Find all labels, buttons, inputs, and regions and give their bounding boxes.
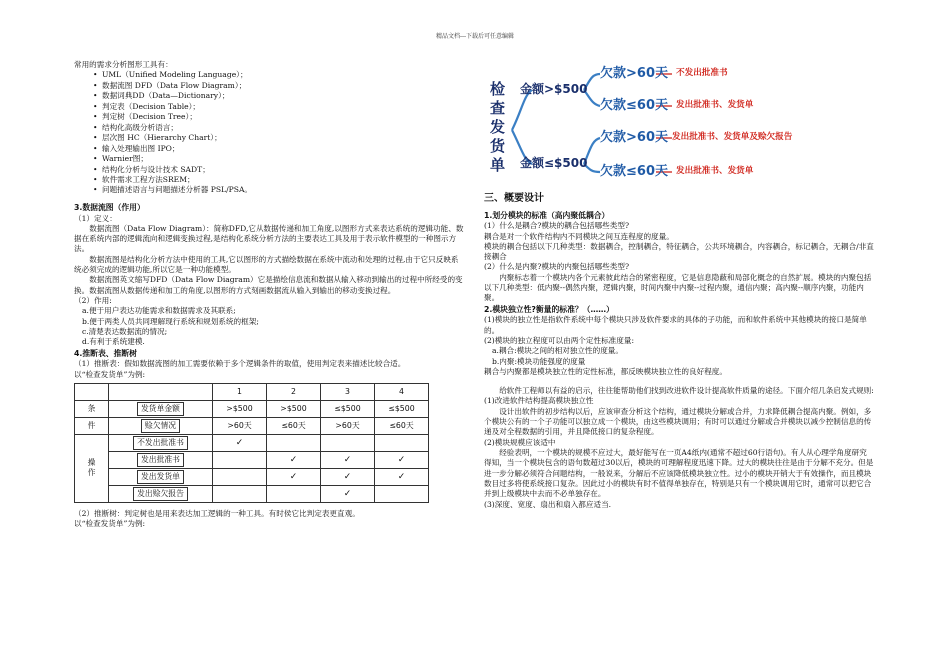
column-header: 2 [267, 383, 321, 400]
left-column [74, 60, 466, 529]
table-cell: ✓ [321, 451, 375, 468]
list-item: • UML（Unified Modeling Language）； [93, 70, 466, 80]
op-label: 作 [75, 468, 109, 502]
paragraph: 模块的耦合包括以下几种类型：数据耦合，控制耦合，特征耦合，公共环境耦合，内容耦合，标记耦合，无耦合/非直接耦合 [484, 241, 874, 262]
paragraph: (1)改进软件结构提高模块独立性 [484, 396, 594, 406]
root-char: 发 [490, 118, 506, 136]
op-label: 操 [75, 434, 109, 468]
condition-name: 发货单金额 [137, 402, 184, 416]
paragraph: 经验表明，一个模块的规模不应过大，最好能写在一页A4纸内(通常不超过60行语句)。有人从心理学角度研究得知，当一个模块包含的语句数超过30以后，模块的可理解程度迅速下降。过大的模块往往是由于分解不充分。但是进一步分解必须符合问题结构，一般说来，分解后不应该降低模块独立性。过小的模块开销大于有效操作，而且模块数目过多将使系统接口复杂。因此过小的模块有时不值得单独存在，特别是只有一个模块调用它时，通常可以把它合并到上级模块中去而不必单独存在。 [484, 448, 874, 499]
section-heading: 3.数据流图（作用） [74, 202, 145, 212]
table-cell [375, 434, 429, 451]
owe-le-node: 欠款≤60天 [600, 164, 668, 179]
paragraph: (2)模块的独立程度可以由两个定性标准度量: [484, 335, 635, 345]
paragraph: 耦合是对一个软件结构内不同模块之间互连程度的度量。 [484, 231, 674, 241]
paragraph: (2)模块规模应该适中 [484, 437, 556, 447]
list-item: a.便于用户表达功能需求和数据需求及其联系; [82, 306, 236, 316]
amount-low-node: 金额≤$500 [520, 156, 588, 170]
table-cell: ✓ [267, 451, 321, 468]
paragraph: 以“检查发货单”为例: [74, 519, 146, 529]
table-cell [375, 485, 429, 502]
table-cell: >60天 [321, 417, 375, 434]
table-cell: >$500 [213, 400, 267, 417]
section-heading: 1.划分模块的标准（高内聚低耦合） [484, 210, 610, 220]
section-title: 三、概要设计 [484, 193, 544, 204]
tools-list [74, 70, 466, 196]
condition-name: 赊欠情况 [141, 419, 180, 433]
paragraph: (3)深度、宽度、扇出和扇入都应适当. [484, 499, 612, 509]
action-name: 发出批准书 [137, 453, 184, 467]
list-item: a.耦合:模块之间的相对独立性的度量。 [492, 346, 623, 356]
paragraph: （2）推断树：判定树也是用来表达加工逻辑的一种工具。有时侯它比判定表更直观。 [74, 508, 360, 518]
list-item: d.有利于系统建模. [82, 337, 145, 347]
owe-gt-node: 欠款>60天 [600, 130, 668, 145]
table-cell: >60天 [213, 417, 267, 434]
table-cell [321, 434, 375, 451]
table-cell: ≤60天 [375, 417, 429, 434]
action-node: 发出批准书、发货单及赊欠报告 [672, 132, 793, 142]
action-node: 不发出批准书 [676, 68, 728, 78]
table-cell: ✓ [321, 485, 375, 502]
column-header: 1 [213, 383, 267, 400]
list-item: • 判定树（Decision Tree）； [93, 112, 466, 122]
cond-label: 件 [75, 417, 109, 434]
table-cell: >$500 [267, 400, 321, 417]
list-item: • 层次图 HC（Hierarchy Chart）； [93, 133, 466, 143]
page-header: 精品文档---下载后可任意编辑 [435, 33, 515, 40]
tools-intro: 常用的需求分析图形工具有： [74, 60, 173, 69]
amount-high-node: 金额>$500 [520, 82, 588, 96]
paragraph: 数据流图（Data Flow Diagram）：简称DFD,它从数据传递和加工角度,以图形方式来表达系统的逻辑功能、数据在系统内部的逻辑流向和逻辑变换过程,是结构化系统分析方法的主要表达工具及用于表示软件模型的一种图示方法。 [74, 223, 464, 254]
paragraph: （1）推断表：假如数据流图的加工需要依赖于多个逻辑条件的取值，使用判定表来描述比较合适。 [74, 359, 406, 369]
paragraph: 数据流图英文缩写DFD（Data Flow Diagram）它是描绘信息流和数据从输入移动到输出的过程中所经受的变换。数据流图从数据传递和加工的角度,以图形的方式刻画数据流从输入到输出的移动变换过程。 [74, 275, 463, 295]
section-heading: 2.模块独立性?衡量的标准？（……） [484, 304, 614, 314]
list-item: • 数据词典DD（Data—Dictionary）； [93, 91, 466, 101]
tree-root [490, 80, 506, 175]
list-item: b.内聚:模块功能强度的度量 [492, 356, 586, 366]
table-cell [213, 451, 267, 468]
table-cell: ✓ [375, 451, 429, 468]
list-item: c.清楚表达数据流的情况; [82, 326, 168, 336]
section-heading: 4.推断表、推断树 [74, 348, 137, 358]
list-item: • 结构化高级分析语言； [93, 123, 466, 133]
paragraph: 内聚标志着一个模块内各个元素彼此结合的紧密程度，它是信息隐蔽和局部化概念的自然扩展。模块的内聚包括以下几种类型：低内聚--偶然内聚，逻辑内聚，时间内聚中内聚--过程内聚，通信内聚；高内聚--顺序内聚，功能内聚。 [484, 272, 872, 303]
list-item: • 数据流图 DFD（Data Flow Diagram）； [93, 81, 466, 91]
column-header: 4 [375, 383, 429, 400]
action-name: 不发出批准书 [133, 436, 188, 450]
paragraph: 数据流图是结构化分析方法中使用的工具,它以图形的方式描绘数据在系统中流动和处理的过程,由于它只反映系统必须完成的逻辑功能,所以它是一种功能模型。 [74, 254, 459, 275]
paragraph: 设计出软件的初步结构以后，应该审查分析这个结构，通过模块分解或合并，力求降低耦合提高内聚。例如，多个模块公有的一个子功能可以独立成一个模块，由这些模块调用；有时可以通过分解或合并模块以减少控制信息的传递及对全程数据的引用，并且降低接口的复杂程度。 [484, 406, 872, 437]
paragraph: （2）作用: [74, 296, 112, 306]
table-cell: ✓ [375, 468, 429, 485]
root-char: 检 [490, 80, 506, 98]
list-item: • 问题描述语言与问题描述分析器 PSL/PSA。 [93, 185, 466, 195]
paragraph: 给软件工程师以有益的启示，往往能帮助他们找到改进软件设计提高软件质量的途径。下面介绍几条启发式规则: [499, 386, 874, 396]
table-cell: ≤$500 [321, 400, 375, 417]
list-item: • Warnier图； [93, 154, 466, 164]
paragraph: （1）定义： [74, 213, 117, 223]
table-cell: ✓ [321, 468, 375, 485]
action-name: 发出发货单 [137, 470, 184, 484]
root-char: 货 [490, 137, 506, 155]
table-cell: ✓ [267, 468, 321, 485]
list-item: • 判定表（Decision Table）； [93, 102, 466, 112]
paragraph: (1）什么是耦合?模块的耦合包括哪些类型? [484, 221, 630, 231]
table-cell: ✓ [213, 434, 267, 451]
list-item: • 结构化分析与设计技术 SADT； [93, 165, 466, 175]
paragraph: 耦合与内聚都是模块独立性的定性标准，都反映模块独立性的良好程度。 [484, 366, 727, 376]
table-cell [267, 485, 321, 502]
root-char: 查 [490, 99, 506, 117]
owe-le-node: 欠款≤60天 [600, 98, 668, 113]
right-column [484, 60, 874, 510]
paragraph: (1)模块的独立性是指软件系统中每个模块只涉及软件要求的具体的子功能，而和软件系统中其他模块的接口是简单的。 [484, 315, 867, 335]
list-item: b.便于两类人员共同理解现行系统和规划系统的框架; [82, 316, 259, 326]
root-char: 单 [490, 156, 506, 174]
table-cell [213, 468, 267, 485]
table-cell: ≤60天 [267, 417, 321, 434]
owe-gt-node: 欠款>60天 [600, 66, 668, 81]
table-cell [267, 434, 321, 451]
paragraph: (2）什么是内聚?模块的内聚包括哪些类型? [484, 262, 630, 272]
decision-tree [484, 60, 874, 178]
table-cell [213, 485, 267, 502]
action-node: 发出批准书、发货单 [676, 166, 754, 176]
list-item: • 软件需求工程方法SREM； [93, 175, 466, 185]
column-header: 3 [321, 383, 375, 400]
action-name: 发出赊欠报告 [133, 487, 188, 501]
decision-table [74, 383, 429, 503]
table-cell: ≤$500 [375, 400, 429, 417]
paragraph: 以“检查发货单”为例: [74, 369, 146, 379]
action-node: 发出批准书、发货单 [676, 100, 754, 110]
list-item: • 输入处理输出图 IPO； [93, 144, 466, 154]
cond-label: 条 [75, 400, 109, 417]
